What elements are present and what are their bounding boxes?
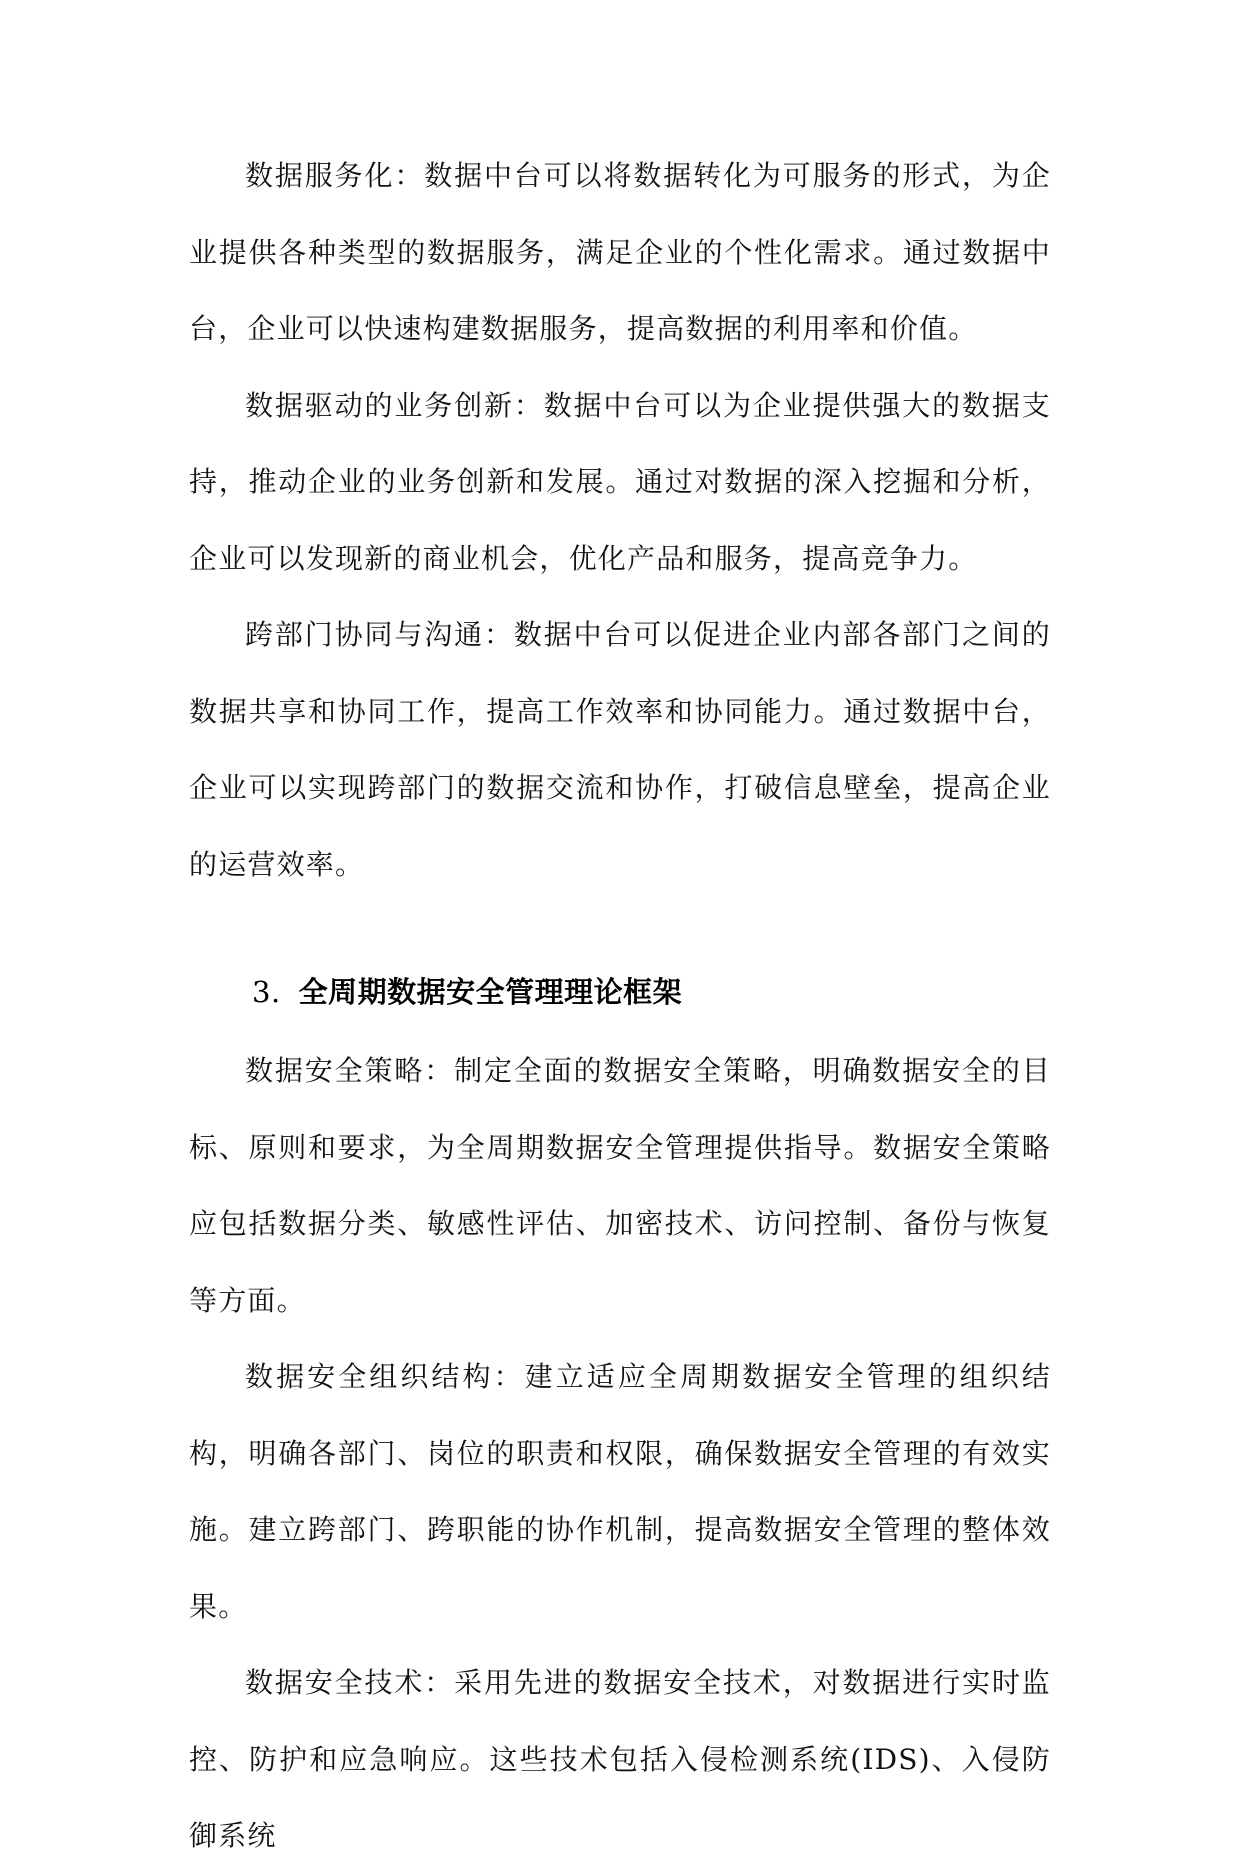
document-body [189,138,1051,1875]
section-number: 3. [252,975,281,1009]
paragraph-data-driven-innovation: 数据驱动的业务创新：数据中台可以为企业提供强大的数据支持，推动企业的业务创新和发展。通过对数据的深入挖掘和分析，企业可以发现新的商业机会，优化产品和服务，提高竞争力。 [189,388,1051,575]
section-title: 全周期数据安全管理理论框架 [298,975,683,1009]
paragraph-data-security-technology: 数据安全技术：采用先进的数据安全技术，对数据进行实时监控、防护和应急响应。这些技术包括入侵检测系统(IDS)、入侵防御系统 [189,1666,1051,1852]
paragraph-data-servitization: 数据服务化：数据中台可以将数据转化为可服务的形式，为企业提供各种类型的数据服务，满足企业的个性化需求。通过数据中台，企业可以快速构建数据服务，提高数据的利用率和价值。 [189,159,1051,345]
paragraph-data-security-organization: 数据安全组织结构：建立适应全周期数据安全管理的组织结构，明确各部门、岗位的职责和权限，确保数据安全管理的有效实施。建立跨部门、跨职能的协作机制，提高数据安全管理的整体效果。 [189,1360,1051,1623]
paragraph-cross-department-collaboration: 跨部门协同与沟通：数据中台可以促进企业内部各部门之间的数据共享和协同工作，提高工作效率和协同能力。通过数据中台，企业可以实现跨部门的数据交流和协作，打破信息壁垒，提高企业的运营效率。 [189,618,1051,881]
paragraph-data-security-strategy: 数据安全策略：制定全面的数据安全策略，明确数据安全的目标、原则和要求，为全周期数据安全管理提供指导。数据安全策略应包括数据分类、敏感性评估、加密技术、访问控制、备份与恢复等方面。 [189,1054,1051,1317]
section-heading [189,951,1051,1033]
